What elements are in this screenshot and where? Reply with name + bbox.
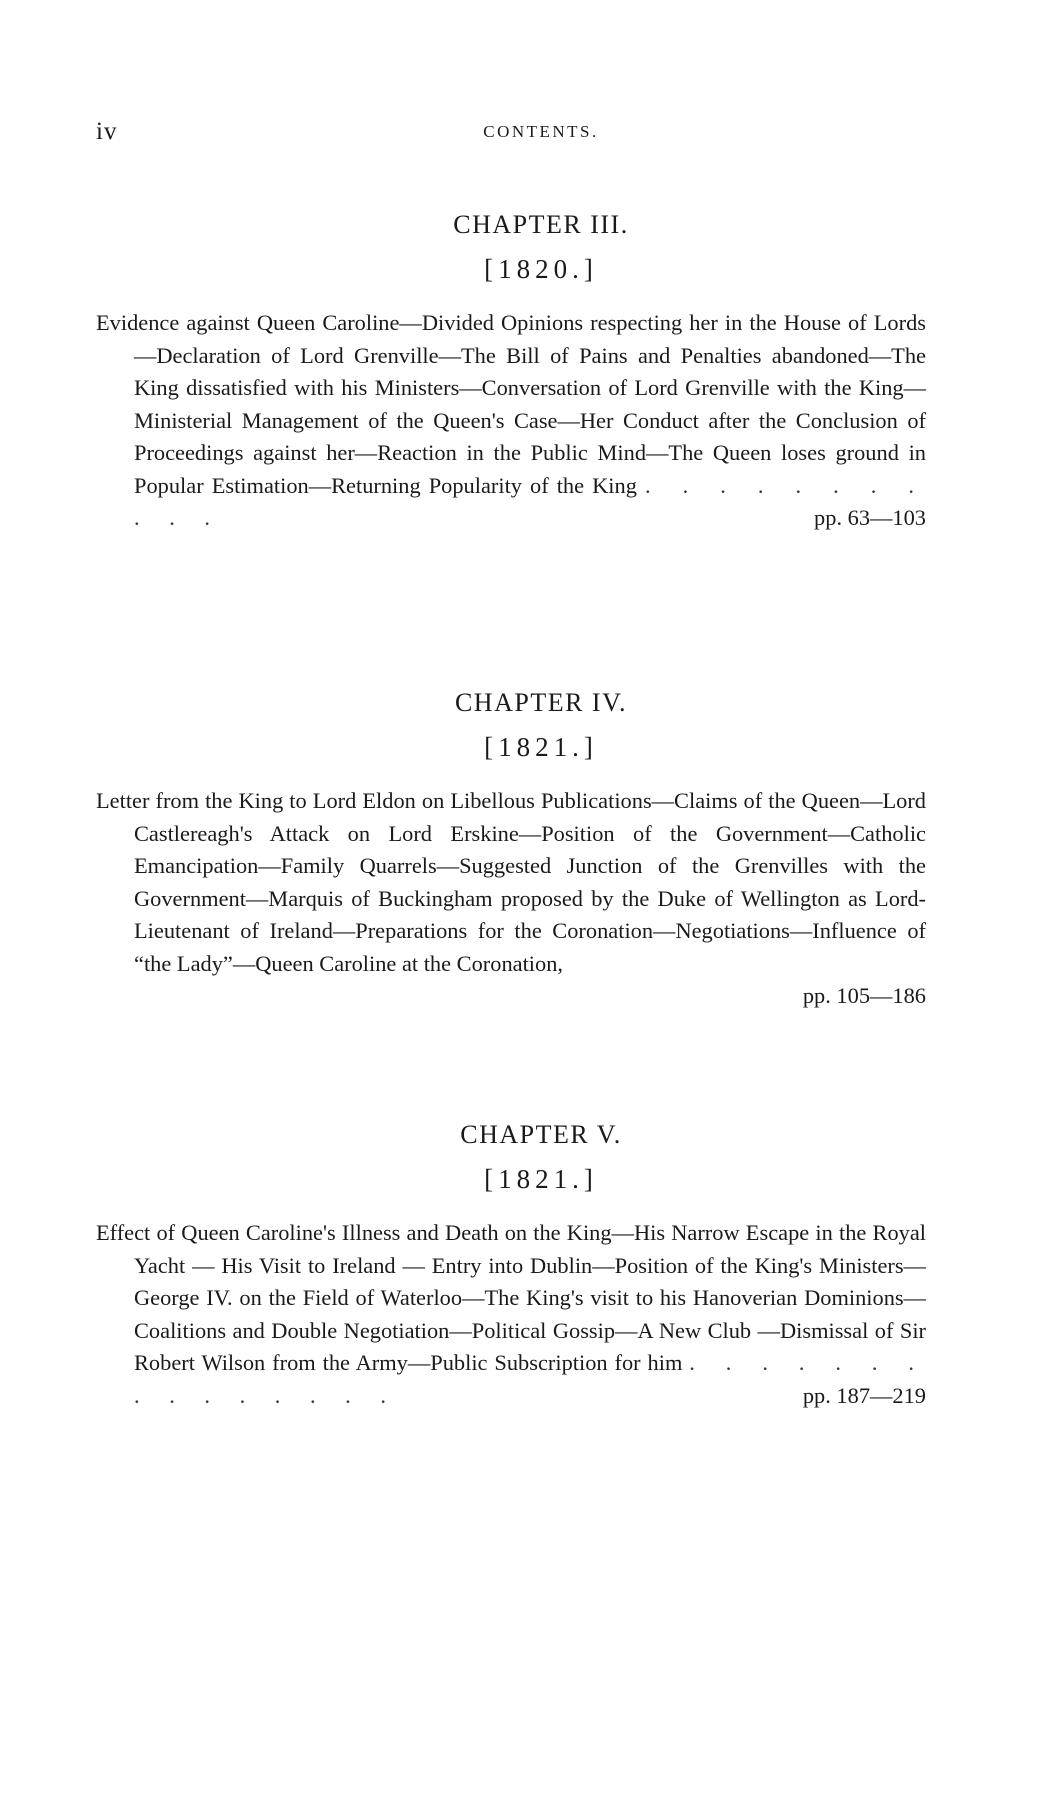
summary-text: Letter from the King to Lord Eldon on Libellous Publications—Claims of the Queen—Lord Castlereagh's Attack on Lord Erskine—Position of the Government—Catholic Emancipation—Family Quarrels—Suggested Junction of the Grenvilles with the Government—Marquis of Buckingham proposed by the Duke of Wellington as Lord-Lieutenant of Ireland—Preparations for the Coronation—Negotiations—Influence of “the Lady”—Queen Caroline at the Coronation, [96,788,926,976]
summary-text: Evidence against Queen Caroline—Divided Opinions respecting her in the House of Lords—Declaration of Lord Grenville—The Bill of Pains and Penalties abandoned—The King dissatisfied with his Ministers—Conversation of Lord Grenville with the King—Ministerial Management of the Queen's Case—Her Conduct after the Conclusion of Proceedings against her—Reaction in the Public Mind—The Queen loses ground in Popular Estimation—Returning Popularity of the King [96,310,926,498]
page-range: pp. 105—186 [802,983,926,1008]
page-range: pp. 187—219 [802,1382,926,1408]
summary-text: Effect of Queen Caroline's Illness and Death on the King—His Narrow Escape in the Royal Yacht — His Visit to Ireland — Entry into Dublin—Position of the King's Ministers—George IV. on the Field of Waterloo—The King's visit to his Hanoverian Dominions—Coalitions and Double Negotiation—Political Gossip—A New Club —Dismissal of Sir Robert Wilson from the Army—Public Subscription for him [96,1220,926,1375]
chapter-summary [96,785,926,1013]
chapter-3-entry [96,210,926,557]
page-range: pp. 63—103 [814,505,926,530]
dot-leader: . . . . . . . . . . . . . . . [134,1350,926,1408]
chapter-4-entry [96,688,926,1035]
chapter-summary [96,1217,926,1412]
chapter-year: [1821.] [484,1164,598,1194]
chapter-heading: CHAPTER IV. [454,688,628,717]
chapter-year: [1820.] [484,254,598,284]
chapter-heading: CHAPTER III. [453,210,629,239]
chapter-summary [96,307,926,535]
dot-leader: . . . . . . . . . . . [134,472,926,530]
page-number: iv [96,118,118,145]
running-title: CONTENTS. [483,122,599,141]
chapter-5-entry [96,1120,926,1434]
chapter-heading: CHAPTER V. [460,1120,622,1149]
chapter-year: [1821.] [484,732,598,762]
running-head [96,118,926,148]
